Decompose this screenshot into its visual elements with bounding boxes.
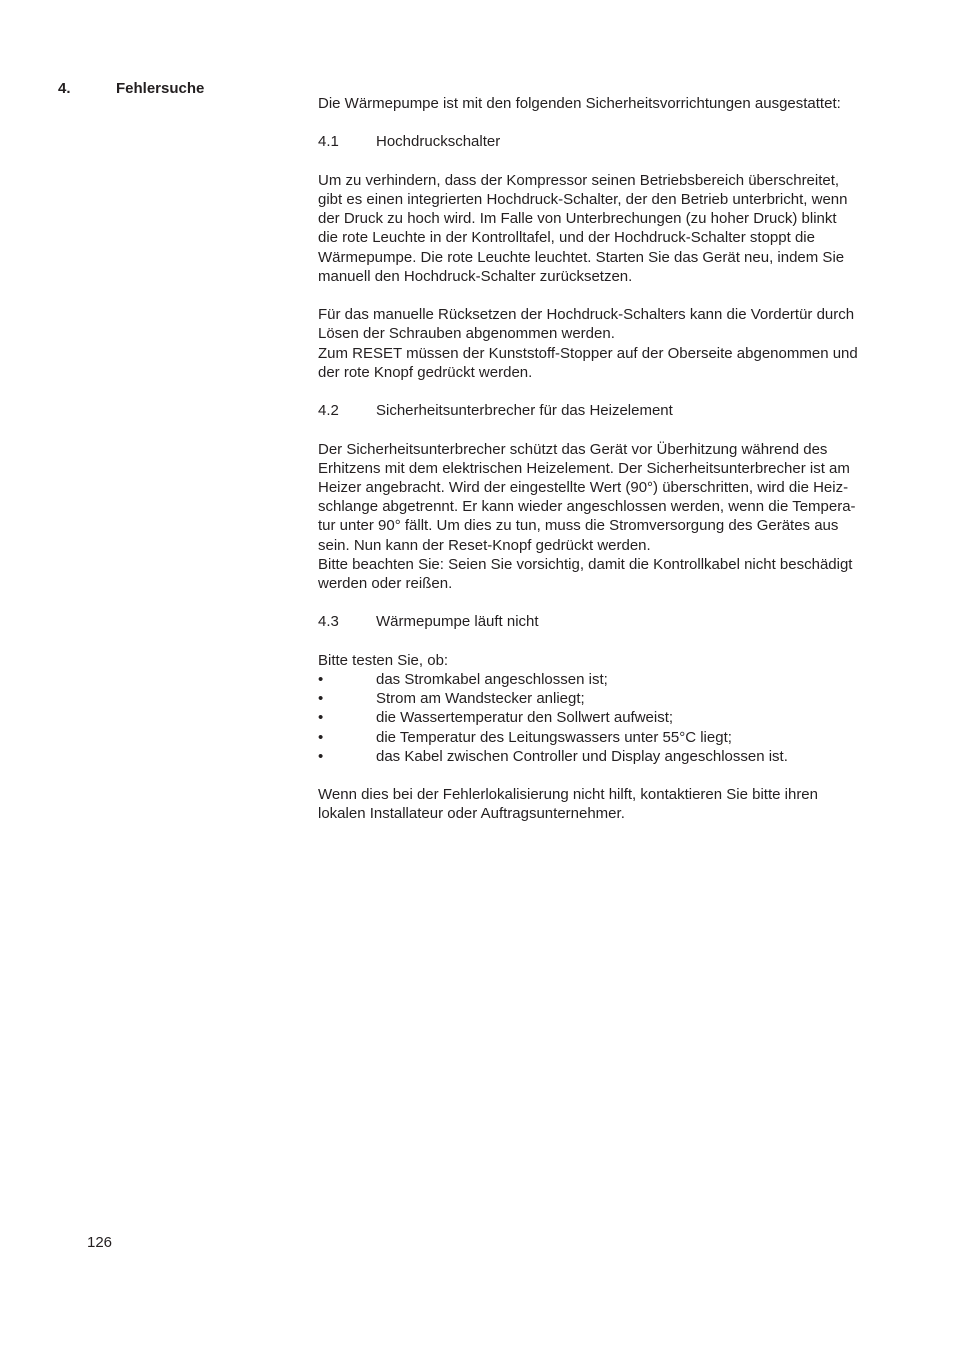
- subsection-title: Sicherheitsunterbrecher für das Heizelement: [376, 402, 673, 420]
- list-item-text: die Temperatur des Leitungswassers unter 55°C liegt;: [376, 728, 732, 746]
- subsection-title: Wärmepumpe läuft nicht: [376, 613, 539, 631]
- bullet-icon: •: [318, 747, 324, 765]
- list-item-text: das Stromkabel angeschlossen ist;: [376, 670, 608, 688]
- bullet-icon: •: [318, 709, 324, 727]
- checklist-lead: Bitte testen Sie, ob:: [318, 651, 449, 669]
- subsection-number: 4.1: [318, 133, 339, 151]
- section-title: Fehlersuche: [116, 80, 205, 97]
- section-number: 4.: [58, 80, 71, 97]
- list-item: [318, 689, 908, 708]
- subsection-title: Hochdruckschalter: [376, 133, 501, 151]
- closing-paragraph: Wenn dies bei der Fehlerlokalisierung nicht hilft, kontaktieren Sie bitte ihren lokalen Installateur oder Auftragsunternehmer.: [318, 786, 818, 823]
- bullet-icon: •: [318, 728, 324, 746]
- bullet-icon: •: [318, 690, 324, 708]
- subsection-heading-4-3: [318, 612, 908, 631]
- paragraph-4-2: Der Sicherheitsunterbrecher schützt das Gerät vor Überhitzung während des Erhitzens mit dem elektrischen Heizelement. Der Sicherheitsunterbrecher ist am Heizer angebracht. Wird der eingestellte Wert (90°) überschritten, wird die Heiz- schlange abgetrennt. Er kann wieder angeschlossen werden, wenn die Tempera- tur unter 90° fällt. Um dies zu tun, muss die Stromversorgung des Gerätes aus sein. Nun kann der Reset-Knopf gedrückt werden. Bitte beachten Sie: Seien Sie vorsichtig, damit die Kontrollkabel nicht beschädigt werden oder reißen.: [318, 440, 856, 592]
- list-item-text: das Kabel zwischen Controller und Display angeschlossen ist.: [376, 747, 788, 765]
- intro-paragraph: Die Wärmepumpe ist mit den folgenden Sicherheitsvorrichtungen ausgestattet:: [318, 95, 841, 112]
- subsection-number: 4.3: [318, 613, 339, 631]
- list-item: [318, 670, 908, 689]
- list-item: [318, 747, 908, 766]
- page-number: 126: [87, 1234, 113, 1251]
- list-item: [318, 708, 908, 727]
- paragraph-4-1-b: Für das manuelle Rücksetzen der Hochdruck-Schalters kann die Vordertür durch Lösen der Schrauben abgenommen werden. Zum RESET müssen der Kunststoff-Stopper auf der Oberseite abgenommen und der rote Knopf gedrückt werden.: [318, 306, 858, 381]
- list-item: [318, 728, 908, 747]
- subsection-heading-4-2: [318, 401, 908, 420]
- subsection-heading-4-1: [318, 132, 908, 151]
- checklist: [318, 670, 908, 766]
- list-item-text: Strom am Wandstecker anliegt;: [376, 690, 585, 708]
- list-item-text: die Wassertemperatur den Sollwert aufweist;: [376, 709, 674, 727]
- bullet-icon: •: [318, 670, 324, 688]
- main-content: [318, 94, 908, 843]
- subsection-number: 4.2: [318, 402, 339, 420]
- paragraph-4-1-a: Um zu verhindern, dass der Kompressor seinen Betriebsbereich überschreitet, gibt es einen integrierten Hochdruck-Schalter, der den Betrieb unterbricht, wenn der Druck zu hoch wird. Im Falle von Unterbrechungen (zu hoher Druck) blinkt die rote Leuchte in der Kontrolltafel, und der Hochdruck-Schalter stoppt die Wärmepumpe. Die rote Leuchte leuchtet. Starten Sie das Gerät neu, indem Sie manuell den Hochdruck-Schalter zurücksetzen.: [318, 171, 848, 285]
